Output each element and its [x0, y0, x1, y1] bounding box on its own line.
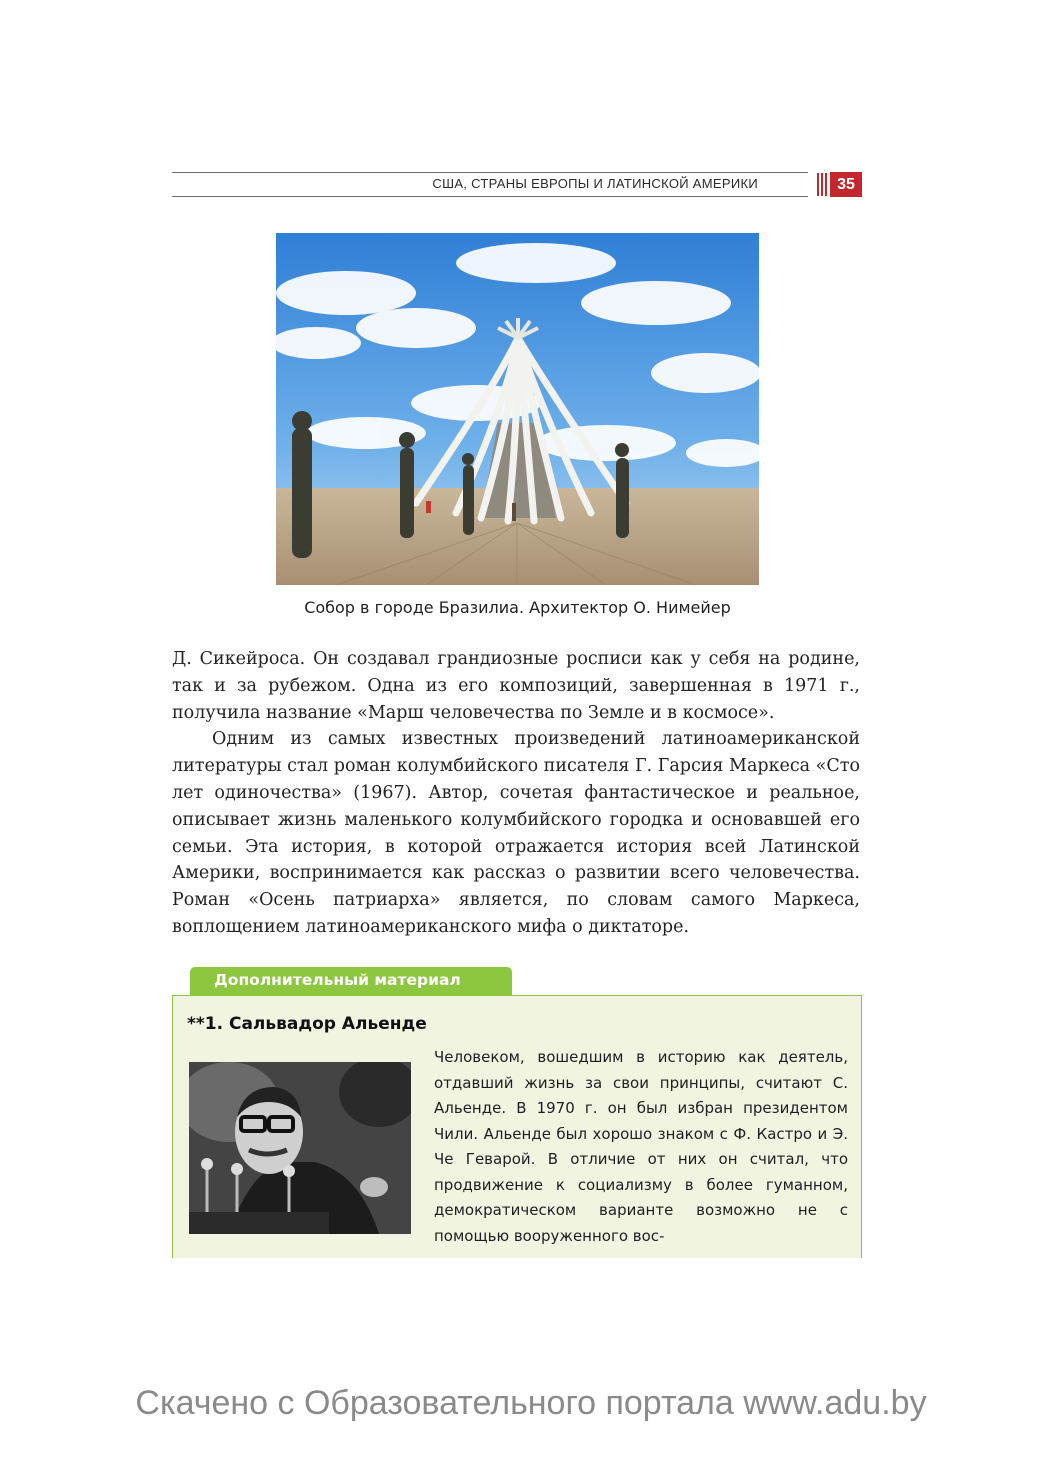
brasilia-cathedral-photo: [276, 233, 759, 585]
photo-caption: Собор в городе Бразилиа. Архитектор О. Нимейер: [304, 598, 731, 617]
extra-material-tab: [190, 967, 512, 996]
header-rule-top: [172, 172, 808, 173]
running-header: [172, 172, 862, 198]
paragraph: Одним из самых известных произведений латиноамериканской литературы стал роман колумбийского писателя Г. Гарсия Маркеса «Сто лет одиночества» (1967). Автор, сочетая фантастическое и реальное, описывает жизнь маленького колумбийского городка и основавшей его семьи. Эта история, в которой отражается история всей Латинской Америки, воспринимается как рассказ о развитии всего человечества. Роман «Осень патриарха» является, по словам самого Маркеса, воплощением латиноамериканского мифа о диктаторе.: [172, 729, 860, 937]
section-text: Человеком, вошедшим в историю как деятель, отдавший жизнь за свои принципы, считают С. Альенде. В 1970 г. он был избран президентом Чили. Альенде был хорошо знаком с Ф. Кастро и Э. Че Геварой. В отличие от них он считал, что продвижение к социализму в более гуманном, демократическом варианте возможно не с помощью вооруженного вос-: [434, 1048, 848, 1245]
section-title: **1. Сальвадор Альенде: [187, 1014, 427, 1034]
extra-material-box: [172, 995, 862, 1258]
header-bars: [817, 173, 827, 196]
allende-photo: [189, 1062, 411, 1234]
paragraph: Д. Сикейроса. Он создавал грандиозные росписи как у себя на родине, так и за рубежом. Одна из его композиций, завершенная в 1971 г., получила название «Марш человечества по Земле и в космосе».: [172, 649, 860, 723]
header-rule-bottom: [172, 196, 808, 197]
download-watermark: Скачено с Образовательного портала www.adu.by: [135, 1384, 927, 1422]
header-title: США, СТРАНЫ ЕВРОПЫ И ЛАТИНСКОЙ АМЕРИКИ: [432, 176, 758, 191]
extra-material-label: Дополнительный материал: [214, 971, 461, 989]
page-number: 35: [830, 172, 862, 197]
main-text: [172, 646, 860, 941]
